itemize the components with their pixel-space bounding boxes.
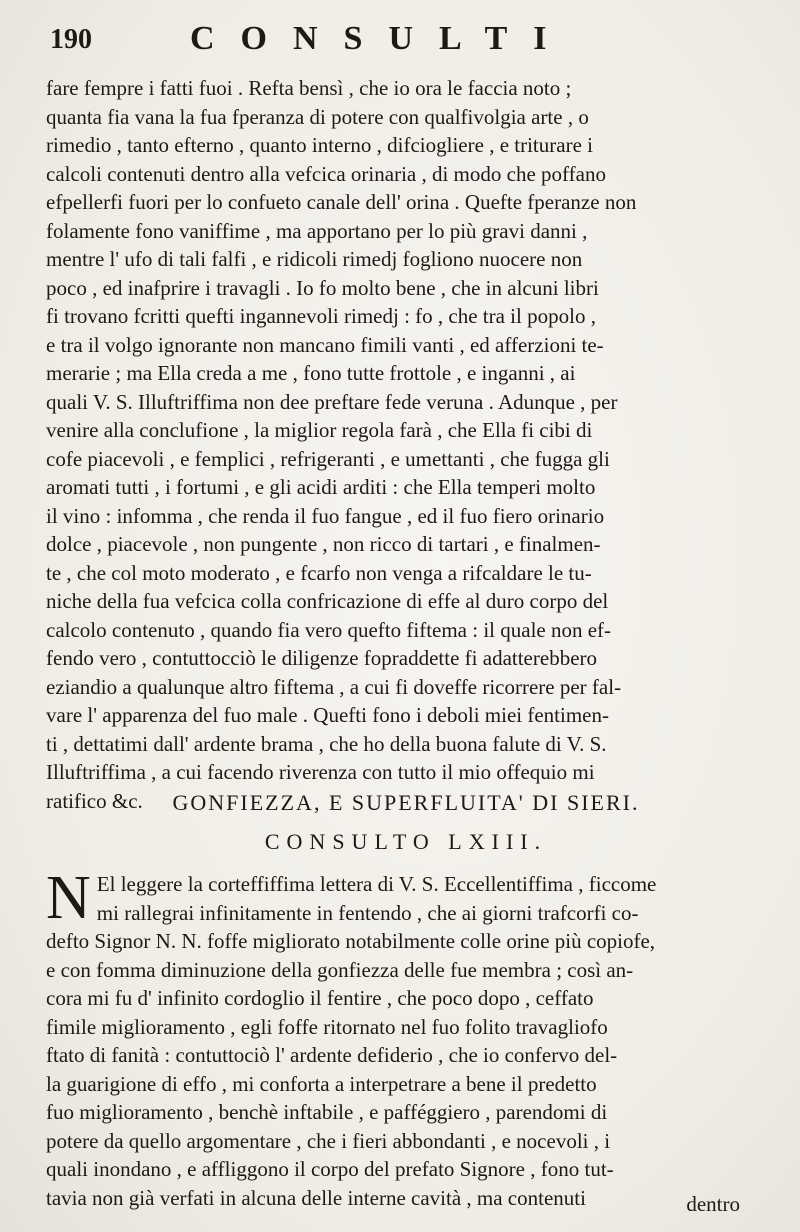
para2-line: la guarigione di effo , mi conforta a interpetrare a bene il predetto [46,1071,597,1096]
para1-line: ti , dettatimi dall' ardente brama , che ho della buona falute di V. S. [46,731,607,756]
para1-line: calcolo contenuto , quando fia vero quefto fiftema : il quale non ef- [46,617,612,642]
para1-line: il vino : infomma , che renda il fuo fangue , ed il fuo fiero orinario [46,503,605,528]
para2-line: fimile miglioramento , egli foffe ritornato nel fuo folito travagliofo [46,1014,608,1039]
para1-line: vare l' apparenza del fuo male . Quefti fono i deboli miei fentimen- [46,703,609,727]
para1-line: te , che col moto moderato , e fcarfo non venga a rifcaldare le tu- [46,560,592,585]
para1-line: folamente fono vaniffime , ma apportano per lo più gravi danni , [46,218,588,243]
consulto-title: CONSULTO LXIII. [264,829,548,854]
para2-line: mi rallegrai infinitamente in fentendo , che ai giorni trafcorfi co- [96,900,639,925]
para1-line: efpellerfi fuori per lo confueto canale dell' orina . Quefte fperanze non [46,190,637,214]
para1-line: eziandio a qualunque altro fiftema , a cui fi doveffe ricorrere per fal- [46,674,622,699]
para1-line: fare fempre i fatti fuoi . Refta bensì , che io ora le faccia noto ; [46,76,572,100]
para1-line: cofe piacevoli , e femplici , refrigeranti , e umettanti , che fugga gli [46,446,610,471]
page-number: 190 [50,24,92,55]
section-title: GONFIEZZA, E SUPERFLUITA' DI SIERI. [172,790,640,815]
running-head: CONSULTI [190,20,573,57]
para2-line: potere da quello argomentare , che i fieri abbondanti , e nocevoli , i [46,1128,611,1153]
para1-line: e tra il volgo ignorante non mancano fimili vanti , ed afferzioni te- [46,332,604,357]
para2-line: tavia non già verfati in alcuna delle interne cavità , ma contenuti [46,1185,586,1210]
para2-line: cora mi fu d' infinito cordoglio il fentire , che poco dopo , ceffato [46,986,594,1010]
para1-line: quanta fia vana la fua fperanza di potere con qualfivolgia arte , o [46,104,589,129]
para1-line: quali V. S. Illuftriffima non dee preftare fede veruna . Adunque , per [46,389,618,414]
drop-cap: N [46,864,91,932]
para2-line: defto Signor N. N. foffe migliorato notabilmente colle orine più copiofe, [46,929,656,953]
para2-line: ftato di fanità : contuttociò l' ardente defiderio , che io confervo del- [46,1043,618,1067]
para1-line: poco , ed inafprire i travagli . Io fo molto bene , che in alcuni libri [46,275,599,300]
para1-line: ratifico &c. [46,788,143,813]
paragraph-2-lines [46,864,766,1212]
para1-line: aromati tutti , i fortumi , e gli acidi arditi : che Ella temperi molto [46,475,596,499]
para2-line: El leggere la corteffiffima lettera di V. S. Eccellentiffima , ficcome [96,872,657,896]
body-paragraph-2 [46,864,766,1212]
body-paragraph-1 [46,74,766,815]
para1-line: niche della fua vefcica colla confricazione di effe al duro corpo del [46,589,609,613]
para2-line: quali inondano , e affliggono il corpo del prefato Signore , fono tut- [46,1157,614,1181]
page-header [50,20,770,64]
para1-line: calcoli contenuti dentro alla vefcica orinaria , di modo che poffano [46,161,606,186]
para1-line: fi trovano fcritti quefti ingannevoli rimedj : fo , che tra il popolo , [46,304,596,328]
catchword: dentro [686,1192,740,1216]
para2-line: fuo miglioramento , benchè inftabile , e pafféggiero , parendomi di [46,1100,608,1124]
para1-line: merarie ; ma Ella creda a me , fono tutte frottole , e inganni , ai [46,361,576,385]
para1-line: rimedio , tanto efterno , quanto interno , difciogliere , e triturare i [46,133,593,157]
para1-line: Illuftriffima , a cui facendo riverenza con tutto il mio offequio mi [46,760,595,784]
para1-line: fendo vero , contuttocciò le diligenze fopraddette fi adatterebbero [46,646,598,670]
para1-line: mentre l' ufo di tali falfi , e ridicoli rimedj fogliono nuocere non [46,247,583,271]
para1-line: dolce , piacevole , non pungente , non ricco di tartari , e finalmen- [46,532,601,556]
para1-line: venire alla conclufione , la miglior regola farà , che Ella fi cibi di [46,418,593,442]
para2-line: e con fomma diminuzione della gonfiezza delle fue membra ; così an- [46,957,634,982]
